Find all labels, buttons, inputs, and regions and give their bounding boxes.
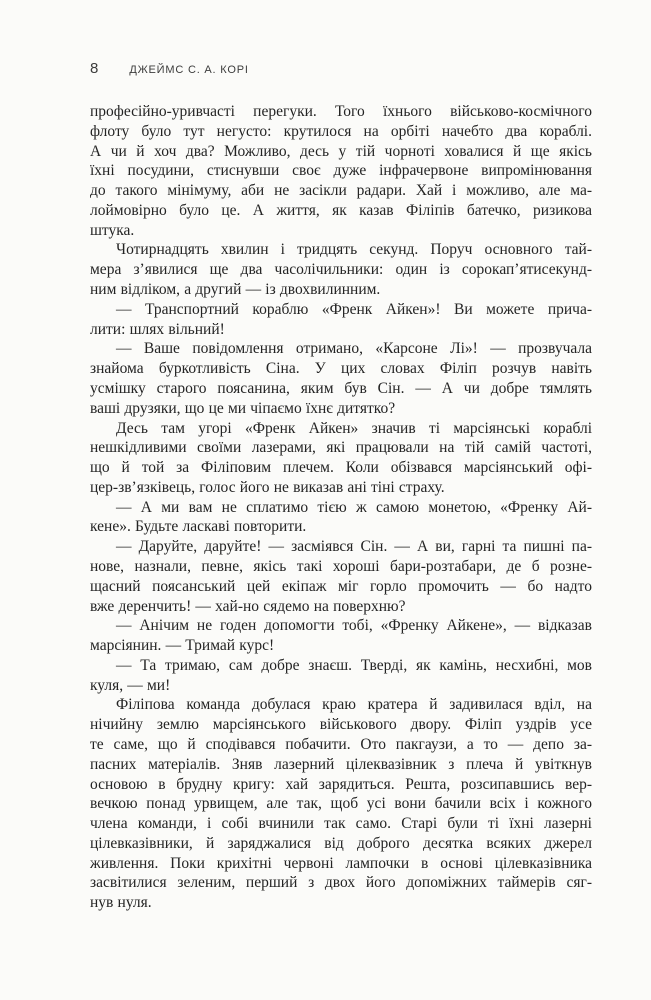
text-line: мера з’явилися ще два часолічильники: один із сорокап’ятисекунд- [90,261,592,279]
paragraph [90,419,592,498]
text-line: живлення. Поки крихітні червоні лампочки в основі цілевказівника [90,854,592,872]
text-line: лоймовірно було це. А життя, як казав Філіпів батечко, ризикова [90,201,592,219]
text-line: що й той за Філіповим плечем. Коли обізвався марсіянський офі- [90,459,592,477]
text-line: — Транспортний кораблю «Френк Айкен»! Ви можете прича- [116,300,592,318]
text-line: члена команди, і собі вчинили так само. Старі були ті їхні лазерні [90,815,592,833]
text-line: Десь там угорі «Френк Айкен» значив ті марсіянські кораблі [116,419,592,437]
text-line: те саме, що й сподівався побачити. Ото пакгаузи, а то — депо за- [90,736,592,753]
running-title: ДЖЕЙМС С. А. КОРІ [129,64,249,76]
text-line: ним відліком, а другий — із двохвилинним. [90,281,381,299]
text-line: А чи й хоч два? Можливо, десь у тій чорноті ховалися й ще якісь [90,142,592,160]
text-line: нове, назнали, певне, якісь такі хороші бари-розтабари, де б розне- [90,557,592,575]
text-line: основою в брудну кригу: хай зарядиться. Решта, розсипавшись вер- [90,775,592,793]
paragraph [90,102,592,240]
text-line: — Даруйте, даруйте! — засміявся Сін. — А ви, гарні та пишні па- [116,538,592,556]
paragraph [90,695,592,913]
paragraph [90,498,592,538]
text-line: нешкідливими своїми лазерами, які працювали на тій самій частоті, [90,439,592,457]
text-line: марсіянин. — Тримай курс! [90,637,275,655]
text-line: — А ми вам не сплатимо тією ж самою монетою, «Френку Ай- [116,498,592,516]
text-line: Чотирнадцять хвилин і тридцять секунд. Поруч основного тай- [116,241,592,259]
text-line: Філіпова команда добулася краю кратера й задивилася вділ, на [116,696,592,714]
paragraph [90,300,592,340]
text-line: — Ваше повідомлення отримано, «Карсоне Лі»! — прозвучала [116,340,592,358]
text-line: професійно-уривчасті перегуки. Того їхнього військово-космічного [90,103,592,120]
text-line: нув нуля. [90,894,152,912]
paragraph [90,240,592,299]
text-line: — Анічим не годен допомогти тобі, «Френку Айкене», — відказав [116,617,592,635]
text-line: знайома буркотливість Сіна. У цих словах Філіп розчув навіть [90,360,592,378]
text-line: вечкою понад урвищем, але так, щоб усі вони бачили всіх і кожного [90,795,592,813]
text-line: вже деренчить! — хай-но сядемо на поверхню? [90,597,406,615]
text-line: їхні посудини, стиснувши своє дуже інфрачервоне випромінювання [90,162,592,180]
text-line: до такого мінімуму, аби не засікли радари. Хай і можливо, але ма- [90,182,592,200]
text-line: засвітилися зеленим, перший з двох його допоміжних таймерів сяг- [90,874,592,892]
paragraph [90,339,592,418]
text-line: флоту було тут негусто: крутилося на орбіті начебто два кораблі. [90,122,592,140]
page-number: 8 [90,60,99,77]
text-line: ваші друзяки, що це ми чіпаємо їхнє дитятко? [90,399,396,417]
paragraph [90,616,592,656]
text-line: — Та тримаю, сам добре знаєш. Тверді, як камінь, несхибні, мов [116,656,592,674]
text-line: штука. [90,221,135,239]
text-line: кене». Будьте ласкаві повторити. [90,518,307,536]
text-line: цер-зв’язківець, голос його не виказав ані тіні страху. [90,478,445,496]
text-line: куля, — ми! [90,676,171,694]
text-line: лити: шлях вільний! [90,320,225,338]
text-line: нічийну землю марсіянського військового двору. Філіп уздрів усе [90,716,592,734]
page-body [90,102,592,913]
text-line: цілевказівники, й заряджалися від доброго десятка всяких джерел [90,834,592,852]
text-line: щасний поясанський цей екіпаж міг горло промочить — бо надто [90,577,592,595]
paragraph [90,656,592,696]
text-line: усмішку старого поясанина, яким був Сін. — А чи добре тямлять [90,379,592,397]
paragraph [90,537,592,616]
text-line: пасних матеріалів. Зняв лазерний цілеквазівник з плеча й увіткнув [90,755,592,773]
page-header [90,60,592,79]
